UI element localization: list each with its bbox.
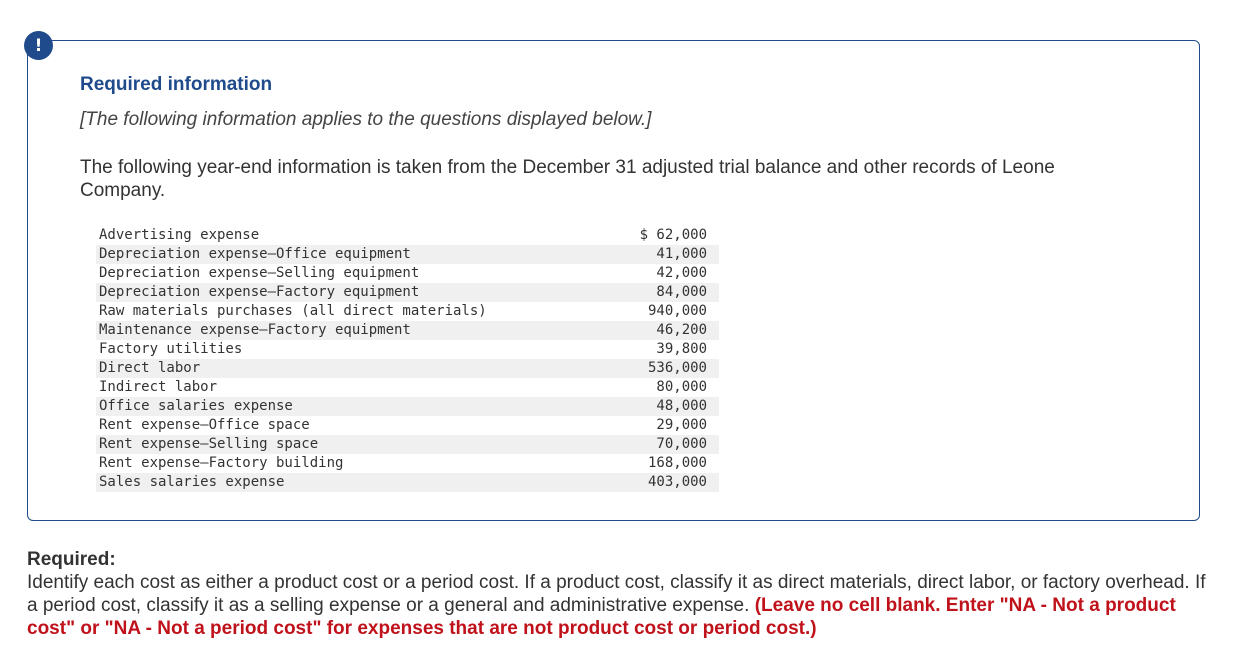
table-row [96, 359, 719, 378]
table-row [96, 283, 719, 302]
table-row [96, 321, 719, 340]
account-label: Rent expense—Factory building [99, 455, 344, 471]
account-amount: $ 62,000 [639, 227, 707, 243]
required-section [27, 548, 1217, 640]
account-amount: 536,000 [509, 359, 719, 378]
table-row [96, 378, 719, 397]
table-row [96, 454, 719, 473]
applies-note: [The following information applies to the questions displayed below.] [80, 109, 652, 130]
account-amount: 29,000 [656, 417, 707, 433]
account-amount: 940,000 [647, 303, 707, 319]
account-amount: 80,000 [656, 379, 707, 395]
account-label: Depreciation expense—Factory equipment [96, 283, 509, 302]
table-row [96, 416, 719, 435]
account-label: Depreciation expense—Office equipment [96, 245, 509, 264]
required-instruction: (Leave no cell blank. Enter "NA - Not a product cost" or "NA - Not a period cost" for expenses that are not product cost or period cost.) [27, 595, 1176, 639]
table-row [96, 302, 719, 321]
table-row [96, 397, 719, 416]
exclamation-icon: ! [24, 31, 53, 60]
account-label: Maintenance expense—Factory equipment [96, 321, 509, 340]
account-amount: 41,000 [509, 245, 719, 264]
account-amount: 403,000 [509, 473, 719, 492]
account-label: Advertising expense [99, 227, 260, 243]
required-label: Required: [27, 549, 116, 570]
account-label: Depreciation expense—Selling equipment [99, 265, 420, 281]
account-label: Rent expense—Office space [99, 417, 310, 433]
table-row [96, 435, 719, 454]
intro-text: The following year-end information is taken from the December 31 adjusted trial balance and other records of Leone Company. [80, 157, 1055, 201]
account-amount: 168,000 [647, 455, 707, 471]
account-label: Factory utilities [99, 341, 243, 357]
required-information-title: Required information [80, 74, 273, 95]
trial-balance-table [96, 226, 719, 492]
account-label: Raw materials purchases (all direct materials) [99, 303, 487, 319]
account-amount: 42,000 [656, 265, 707, 281]
account-amount: 70,000 [509, 435, 719, 454]
account-label: Indirect labor [99, 379, 218, 395]
account-amount: 84,000 [509, 283, 719, 302]
table-row [96, 264, 719, 283]
required-text: Identify each cost as either a product cost or a period cost. If a product cost, classify it as direct materials, direct labor, or factory overhead. If a period cost, classify it as a selling expense or a general and administrative expense. [27, 572, 1206, 616]
table-row [96, 473, 719, 492]
account-label: Sales salaries expense [96, 473, 509, 492]
account-label: Rent expense—Selling space [96, 435, 509, 454]
account-label: Office salaries expense [96, 397, 509, 416]
table-row [96, 226, 719, 245]
account-amount: 39,800 [656, 341, 707, 357]
account-amount: 48,000 [509, 397, 719, 416]
table-row [96, 340, 719, 359]
account-label: Direct labor [96, 359, 509, 378]
table-row [96, 245, 719, 264]
account-amount: 46,200 [509, 321, 719, 340]
